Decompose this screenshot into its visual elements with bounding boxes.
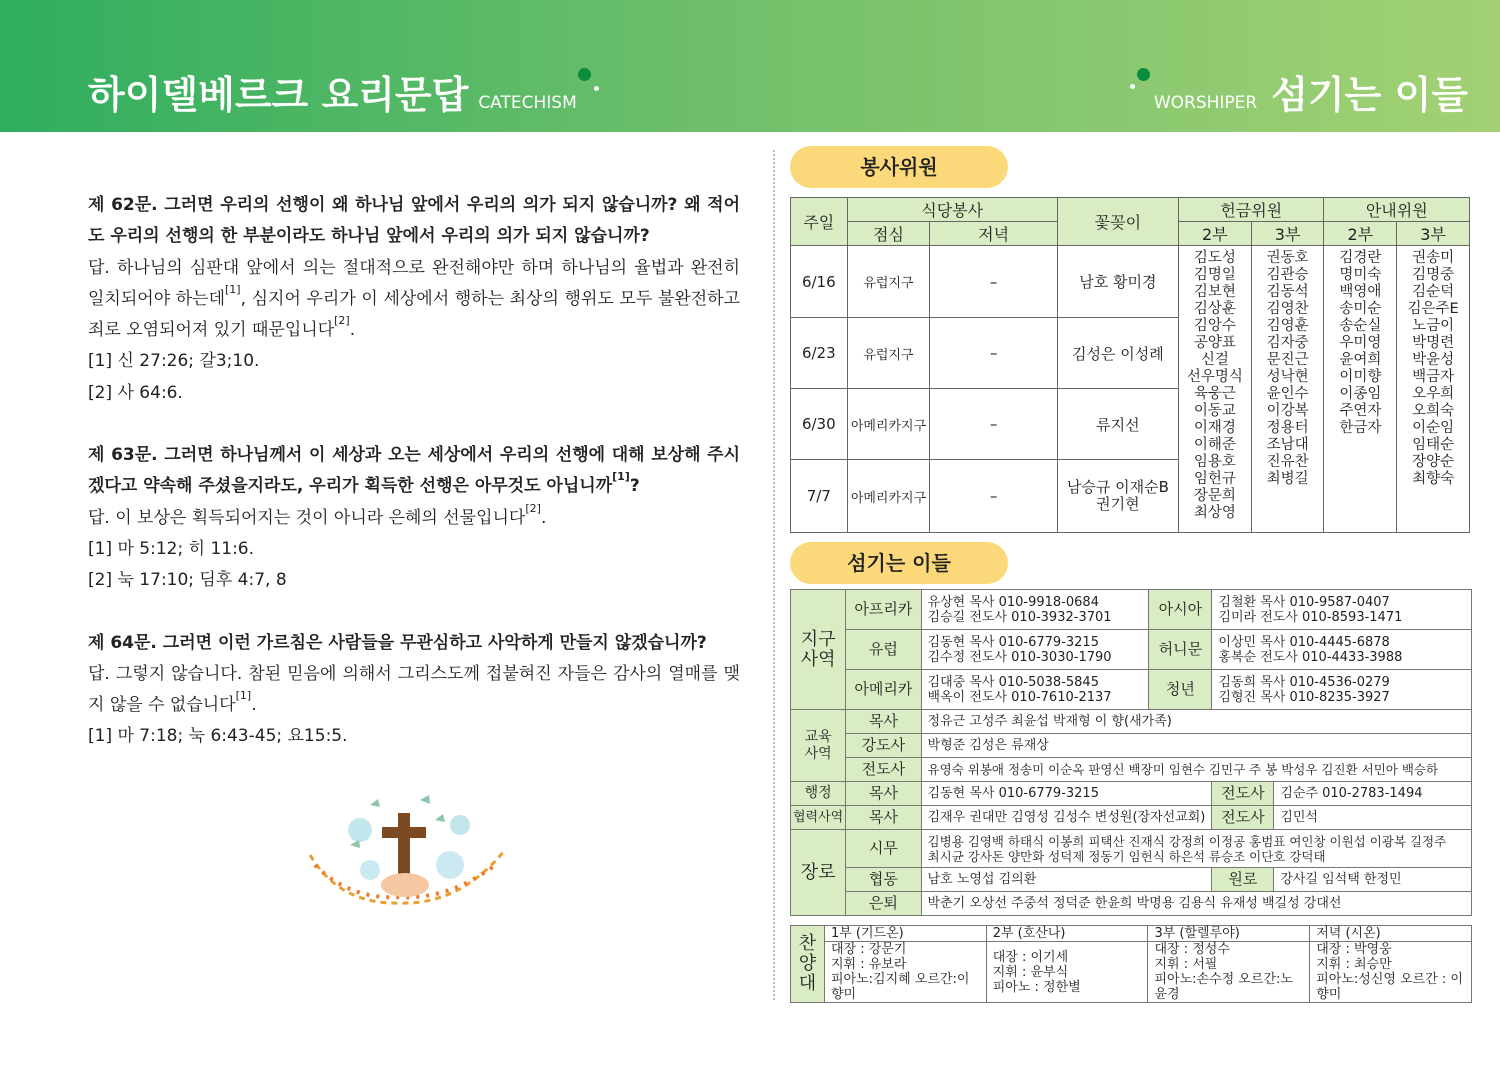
table-row: 아메리카 김대중 목사 010-5038-5845 백옥이 전도사 010-7610-2137 청년 김동희 목사 010-4536-0279 김형진 목사 010-8235-3927 bbox=[791, 670, 1472, 710]
region-label: 지구사역 bbox=[791, 590, 846, 710]
question-63: 제 63문. 그러면 하나님께서 이 세상과 오는 세상에서 우리의 선행에 대해 보상해 주시겠다고 약속해 주셨을지라도, 우리가 획득한 선행은 아무것도 아닙니까[1]? bbox=[88, 445, 740, 497]
page-header bbox=[0, 0, 1500, 132]
table-row: 6/30 아메리카지구 – 류지선 bbox=[791, 389, 1470, 460]
header-guide-3: 3부 bbox=[1397, 222, 1470, 246]
volunteers-table bbox=[790, 197, 1470, 533]
header-dinner: 저녁 bbox=[930, 222, 1057, 246]
question-62: 제 62문. 그러면 우리의 선행이 왜 하나님 앞에서 우리의 의가 되지 않습니까? 왜 적어도 우리의 선행의 한 부분이라도 하나님 앞에서 우리의 의가 되지 않습니까? bbox=[88, 195, 740, 247]
header-date: 주일 bbox=[791, 198, 848, 246]
table-row: 전도사 유영숙 위봉애 정송미 이순옥 판영신 백장미 임현수 김민구 주 봉 박성우 김진환 서민아 백승하 bbox=[791, 758, 1472, 782]
offering-2-list: 김도성 김명일 김보현 김상훈 김앙수 공양표 신걸 선우명식 육웅근 이동교 이재경 이해준 임용호 임헌규 장문희 최상영 bbox=[1178, 246, 1251, 533]
table-row: 교육 사역 목사 정유근 고성주 최윤섭 박재형 이 향(새가족) bbox=[791, 710, 1472, 734]
choir-label: 찬양대 bbox=[791, 926, 825, 1003]
decor-dot bbox=[1130, 84, 1135, 89]
header-left bbox=[88, 64, 577, 119]
table-row: 행정 목사 김동현 목사 010-6779-3215 전도사 김순주 010-2783-1494 bbox=[791, 782, 1472, 806]
table-row: 은퇴 박춘기 오상선 주중석 정덕준 한윤희 박명용 김용식 유재성 백길성 강대선 bbox=[791, 892, 1472, 916]
table-row: 협동 남호 노영섭 김의환 원로 강사길 임석택 한정민 bbox=[791, 868, 1472, 892]
question-64: 제 64문. 그러면 이런 가르침은 사람들을 무관심하고 사악하게 만들지 않겠습니까? bbox=[88, 632, 707, 653]
edu-label: 교육 사역 bbox=[791, 710, 846, 782]
offering-3-list: 권동호 김관승 김동석 김영찬 김영훈 김자중 문진근 성낙현 윤인수 이강복 정용터 조남대 진유찬 최병길 bbox=[1251, 246, 1324, 533]
guide-2-list: 김경란 명미숙 백영애 송미순 송순실 우미영 윤여희 이미향 이종임 주연자 한금자 bbox=[1324, 246, 1397, 533]
table-row: 협력사역 목사 김재우 권대만 김영성 김성수 변성원(장자선교회) 전도사 김민석 bbox=[791, 806, 1472, 830]
header-offering-3: 3부 bbox=[1251, 222, 1324, 246]
reference: [1] 마 7:18; 눅 6:43-45; 요15:5. bbox=[88, 726, 348, 747]
table-row: 지구사역 아프리카 유상현 목사 010-9918-0684 김승길 전도사 010-3932-3701 아시아 김철환 목사 010-9587-0407 김미라 전도사 010-8593-1471 bbox=[791, 590, 1472, 630]
header-cafeteria: 식당봉사 bbox=[847, 198, 1057, 222]
reference: [2] 사 64:6. bbox=[88, 382, 183, 403]
answer-64: 답. 그렇지 않습니다. 참된 믿음에 의해서 그리스도께 접붙혀진 자들은 감사의 열매를 맺지 않을 수 없습니다[1]. bbox=[88, 663, 740, 716]
choir-table bbox=[790, 925, 1472, 1003]
reference: [2] 눅 17:10; 딤후 4:7, 8 bbox=[88, 570, 287, 591]
reference: [1] 마 5:12; 히 11:6. bbox=[88, 538, 255, 559]
table-row: 찬양대 1부 (기드온) 2부 (호산나) 3부 (할렐루야) 저녁 (시온) bbox=[791, 926, 1472, 942]
catechism-text bbox=[88, 190, 740, 753]
reference: [1] 신 27:26; 갈3;10. bbox=[88, 351, 260, 372]
answer-63: 답. 이 보상은 획득되어지는 것이 아니라 은혜의 선물입니다[2]. bbox=[88, 501, 547, 528]
cross-illustration bbox=[300, 785, 520, 915]
catechism-title: 하이델베르크 요리문답 bbox=[88, 73, 469, 117]
header-guide-2: 2부 bbox=[1324, 222, 1397, 246]
table-row: 유럽 김동현 목사 010-6779-3215 김수정 전도사 010-3030-1790 허니문 이상민 목사 010-4445-6878 홍복순 전도사 010-4433-3988 bbox=[791, 630, 1472, 670]
worshiper-title: 섬기는 이들 bbox=[1271, 73, 1468, 117]
table-row: 대장 : 강문기 지휘 : 유보라 피아노:김지혜 오르간:이향미 대장 : 이기세 지휘 : 윤부식 피아노 : 정한별 대장 : 정성수 지휘 : 서필 피아노:손수정 오르간:노윤경 대장 : 박영웅 지휘 : 최승만 피아노:성신영 오르간 : 이향미 bbox=[791, 942, 1472, 1003]
header-guide: 안내위원 bbox=[1324, 198, 1470, 222]
answer-62: 답. 하나님의 심판대 앞에서 의는 절대적으로 완전해야만 하며 하나님의 율법과 완전히 일치되어야 하는데[1], 심지어 우리가 이 세상에서 행하는 최상의 행위도 모두 불완전하고 죄로 오염되어져 있기 때문입니다[2]. bbox=[88, 257, 740, 341]
decor-dot bbox=[1137, 68, 1150, 81]
column-divider bbox=[773, 150, 775, 1000]
header-lunch: 점심 bbox=[847, 222, 930, 246]
catechism-subtitle: CATECHISM bbox=[478, 93, 577, 113]
elder-label: 장로 bbox=[791, 830, 846, 916]
header-flowers: 꽃꽂이 bbox=[1057, 198, 1178, 246]
servants-table bbox=[790, 589, 1472, 916]
table-row: 6/16 유럽지구 – 남호 황미경 김도성 김명일 김보현 김상훈 김앙수 공양표 신걸 선우명식 육웅근 이동교 이재경 이해준 임용호 임헌규 장문희 최상영 권동호 김관승 김동석 김영찬 김영훈 김자중 문진근 성낙현 윤인수 이강복 정용터 조남대 진유찬 최병길 김경란 명미숙 백영애 송미순 송순실 우미영 윤여희 이미향 이종임 주연자 한금자 권송미 김명중 김순덕 김은주E 노금이 박명련 박윤성 백금자 오우희 오희숙 이순임 임태순 장양순 최향숙 bbox=[791, 246, 1470, 318]
header-offering-2: 2부 bbox=[1178, 222, 1251, 246]
table-row: 6/23 유럽지구 – 김성은 이성례 bbox=[791, 318, 1470, 389]
header-offering: 헌금위원 bbox=[1178, 198, 1324, 222]
decor-dot bbox=[594, 86, 599, 91]
table-row: 강도사 박형준 김성은 류재상 bbox=[791, 734, 1472, 758]
table-row: 장로 시무 김병용 김영백 하태식 이봉희 피택산 진재식 강정희 이정공 홍범표 여인창 이원섭 이광복 길정주 최시균 강사돈 양만화 성덕제 정동기 임헌식 하은석 류승조 이단호 강덕태 bbox=[791, 830, 1472, 868]
header-right bbox=[1154, 64, 1468, 119]
worshiper-subtitle: WORSHIPER bbox=[1153, 93, 1258, 113]
guide-3-list: 권송미 김명중 김순덕 김은주E 노금이 박명련 박윤성 백금자 오우희 오희숙 이순임 임태순 장양순 최향숙 bbox=[1397, 246, 1470, 533]
servants-heading: 섬기는 이들 bbox=[790, 542, 1008, 584]
decor-dot bbox=[578, 68, 591, 81]
table-row: 7/7 아메리카지구 – 남승규 이재순B 권기현 bbox=[791, 460, 1470, 533]
volunteers-heading: 봉사위원 bbox=[790, 146, 1008, 188]
